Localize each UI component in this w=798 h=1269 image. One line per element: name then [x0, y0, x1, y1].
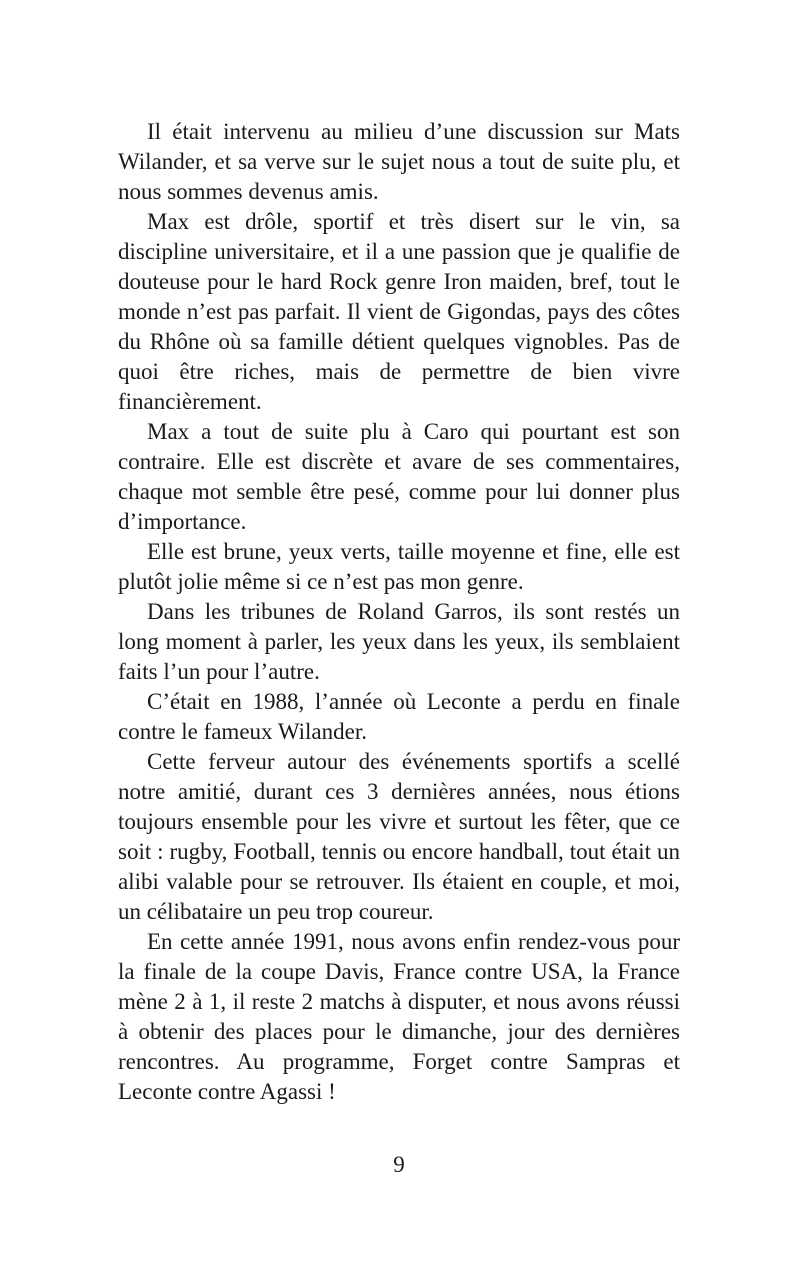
- body-text: [118, 117, 680, 1107]
- paragraph: Dans les tribunes de Roland Garros, ils sont restés un long moment à parler, les yeux dans les yeux, ils semblaient faits l’un pour l’autre.: [118, 599, 680, 684]
- paragraph: En cette année 1991, nous avons enfin rendez-vous pour la finale de la coupe Davis, France contre USA, la France mène 2 à 1, il reste 2 matchs à disputer, et nous avons réussi à obtenir des places pour le dimanche, jour des dernières rencontres. Au programme, Forget contre Sampras et Leconte contre Agassi !: [118, 929, 680, 1104]
- page-number: 9: [393, 1152, 405, 1177]
- paragraph: Max a tout de suite plu à Caro qui pourtant est son contraire. Elle est discrète et avare de ses commentaires, chaque mot semble être pesé, comme pour lui donner plus d’importance.: [118, 419, 680, 534]
- paragraph: Max est drôle, sportif et très disert sur le vin, sa discipline universitaire, et il a une passion que je qualifie de douteuse pour le hard Rock genre Iron maiden, bref, tout le monde n’est pas parfait. Il vient de Gigondas, pays des côtes du Rhône où sa famille détient quelques vignobles. Pas de quoi être riches, mais de permettre de bien vivre financièrement.: [118, 209, 680, 414]
- paragraph: Elle est brune, yeux verts, taille moyenne et fine, elle est plutôt jolie même si ce n’est pas mon genre.: [118, 539, 680, 594]
- paragraph: C’était en 1988, l’année où Leconte a perdu en finale contre le fameux Wilander.: [118, 689, 680, 744]
- paragraph: Cette ferveur autour des événements sportifs a scellé notre amitié, durant ces 3 dernières années, nous étions toujours ensemble pour les vivre et surtout les fêter, que ce soit : rugby, Football, tennis ou encore handball, tout était un alibi valable pour se retrouver. Ils étaient en couple, et moi, un célibataire un peu trop coureur.: [118, 749, 680, 924]
- paragraph: Il était intervenu au milieu d’une discussion sur Mats Wilander, et sa verve sur le sujet nous a tout de suite plu, et nous sommes devenus amis.: [118, 119, 680, 204]
